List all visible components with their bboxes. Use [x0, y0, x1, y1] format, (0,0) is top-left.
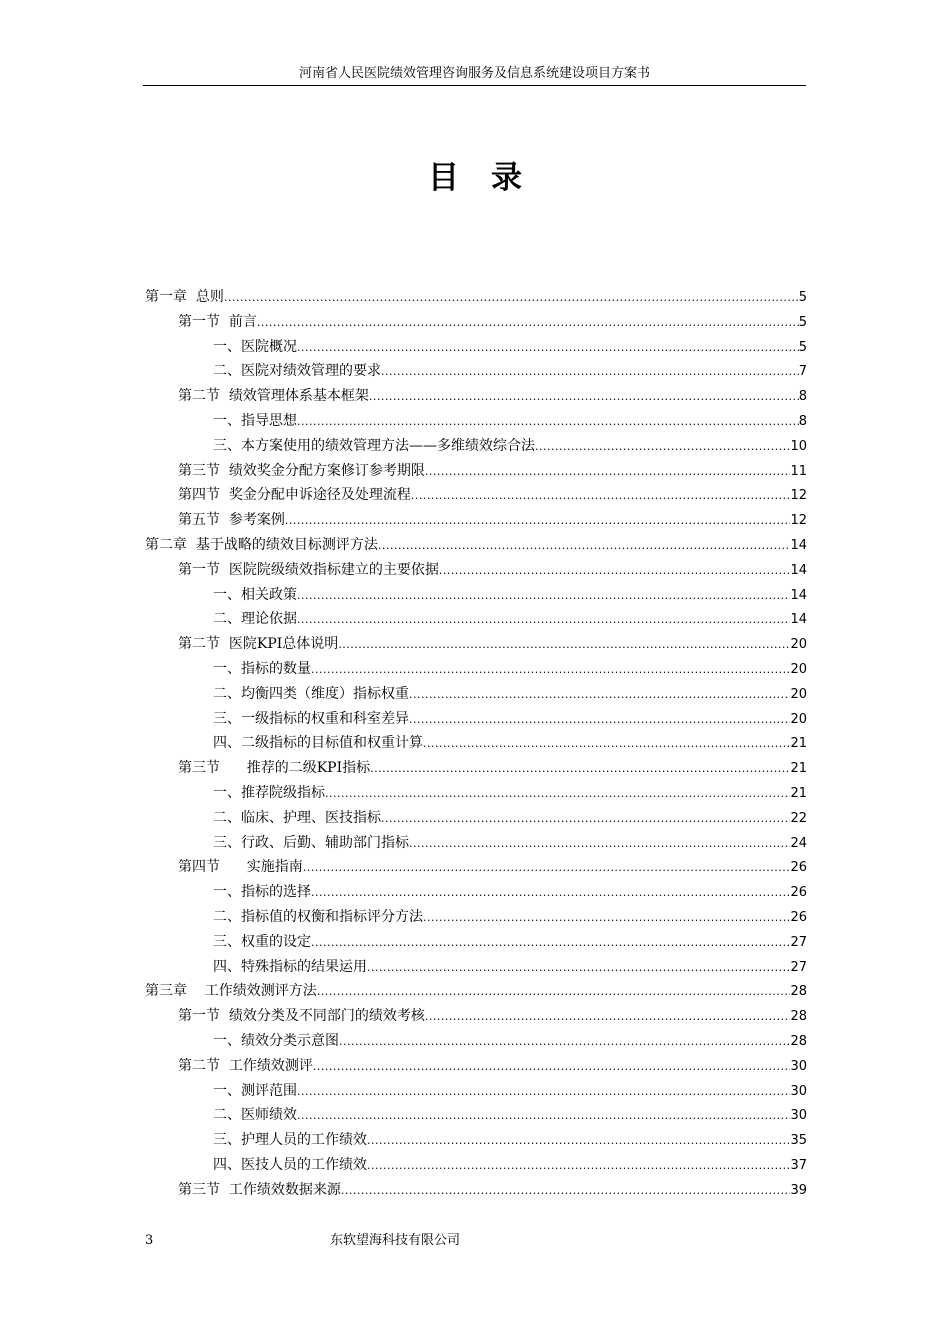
toc-entry-page-number: 30 [790, 1058, 807, 1074]
toc-dot-leader [378, 534, 791, 558]
toc-entry-label: 一、绩效分类示意图 [213, 1032, 339, 1049]
toc-dot-leader [311, 658, 790, 682]
toc-entry-page-number: 10 [790, 438, 807, 454]
toc-entry-page-number: 14 [790, 562, 807, 578]
toc-entry-label: 四、医技人员的工作绩效 [213, 1156, 367, 1173]
toc-entry-label: 第二节 工作绩效测评 [178, 1057, 313, 1074]
toc-dot-leader [409, 683, 790, 707]
toc-entry-page-number: 11 [790, 463, 807, 479]
toc-entry-page-number: 5 [798, 290, 807, 305]
toc-entry-page-number: 8 [798, 389, 807, 405]
toc-entry-page-number: 21 [790, 736, 807, 752]
footer-page-number: 3 [145, 1233, 154, 1248]
toc-entry[interactable] [145, 1153, 807, 1178]
toc-dot-leader [439, 559, 791, 583]
toc-entry[interactable] [145, 707, 807, 732]
toc-entry-page-number: 20 [790, 711, 807, 727]
toc-entry[interactable] [145, 359, 807, 384]
toc-dot-leader [339, 1030, 790, 1054]
toc-entry-label: 第二章 基于战略的绩效目标测评方法 [145, 536, 378, 553]
toc-entry[interactable] [145, 955, 807, 980]
toc-entry[interactable] [145, 459, 807, 484]
toc-entry-label: 三、权重的设定 [213, 933, 311, 950]
toc-entry-label: 二、理论依据 [213, 611, 297, 628]
toc-entry-label: 第五节 参考案例 [178, 512, 285, 529]
toc-dot-leader [338, 633, 790, 657]
toc-entry-label: 一、指标的数量 [213, 660, 311, 677]
toc-entry[interactable] [145, 483, 807, 508]
toc-dot-leader [257, 311, 799, 335]
toc-entry[interactable] [145, 533, 807, 558]
toc-entry[interactable] [145, 558, 807, 583]
toc-dot-leader [297, 584, 790, 608]
toc-entry-page-number: 12 [790, 513, 807, 529]
toc-entry-page-number: 14 [790, 587, 807, 603]
toc-dot-leader [535, 435, 790, 459]
toc-entry[interactable] [145, 756, 807, 781]
toc-entry-page-number: 22 [790, 810, 807, 826]
toc-dot-leader [317, 980, 791, 1004]
toc-entry[interactable] [145, 1079, 807, 1104]
toc-entry[interactable] [145, 682, 807, 707]
toc-entry-label: 二、临床、护理、医技指标 [213, 809, 381, 826]
toc-entry-page-number: 27 [790, 934, 807, 950]
toc-entry[interactable] [145, 731, 807, 756]
toc-entry[interactable] [145, 1103, 807, 1128]
toc-entry[interactable] [145, 434, 807, 459]
toc-entry-label: 一、指标的选择 [213, 884, 311, 901]
toc-entry-label: 第一章 总则 [145, 289, 224, 305]
toc-entry-label: 一、医院概况 [213, 338, 297, 355]
toc-entry-label: 第一节 绩效分类及不同部门的绩效考核 [178, 1008, 425, 1025]
toc-dot-leader [381, 807, 790, 831]
toc-entry-page-number: 21 [790, 761, 807, 777]
toc-dot-leader [367, 1154, 790, 1178]
toc-dot-leader [313, 1055, 791, 1079]
toc-entry-label: 第三章 工作绩效测评方法 [145, 983, 317, 1000]
toc-dot-leader [297, 1080, 790, 1104]
toc-entry[interactable] [145, 583, 807, 608]
toc-entry[interactable] [145, 781, 807, 806]
toc-entry-label: 二、医师绩效 [213, 1107, 297, 1124]
toc-entry-page-number: 26 [790, 885, 807, 901]
page-footer [145, 1232, 807, 1252]
toc-entry-label: 第三节 工作绩效数据来源 [178, 1181, 341, 1198]
toc-dot-leader [370, 757, 790, 781]
toc-entry-page-number: 20 [790, 637, 807, 653]
toc-entry[interactable] [145, 806, 807, 831]
toc-entry[interactable] [145, 1054, 807, 1079]
page-header [143, 66, 806, 86]
toc-entry[interactable] [145, 905, 807, 930]
toc-dot-leader [381, 360, 799, 384]
toc-entry[interactable] [145, 831, 807, 856]
toc-dot-leader [423, 906, 790, 930]
toc-entry-page-number: 26 [790, 909, 807, 925]
toc-entry[interactable] [145, 1029, 807, 1054]
toc-dot-leader [369, 385, 799, 409]
toc-entry[interactable] [145, 508, 807, 533]
toc-dot-leader [409, 708, 790, 732]
toc-entry[interactable] [145, 880, 807, 905]
toc-entry-page-number: 35 [790, 1133, 807, 1149]
document-title: 河南省人民医院绩效管理咨询服务及信息系统建设项目方案书 [298, 66, 650, 81]
toc-dot-leader [224, 286, 799, 310]
toc-entry[interactable] [145, 285, 807, 310]
toc-entry[interactable] [145, 607, 807, 632]
toc-entry-page-number: 20 [790, 661, 807, 677]
toc-dot-leader [297, 336, 799, 360]
toc-entry-label: 一、推荐院级指标 [213, 784, 325, 801]
toc-entry-label: 二、医院对绩效管理的要求 [213, 363, 381, 380]
toc-entry-label: 三、护理人员的工作绩效 [213, 1132, 367, 1149]
toc-entry-label: 三、行政、后勤、辅助部门指标 [213, 834, 409, 851]
toc-entry-page-number: 7 [798, 364, 807, 380]
toc-entry[interactable] [145, 979, 807, 1004]
toc-entry-page-number: 21 [790, 785, 807, 801]
toc-entry[interactable] [145, 855, 807, 880]
toc-entry-page-number: 39 [790, 1182, 807, 1198]
toc-entry-page-number: 14 [790, 537, 807, 553]
toc-dot-leader [423, 732, 790, 756]
toc-dot-leader [341, 1179, 791, 1203]
toc-entry-label: 四、二级指标的目标值和权重计算 [213, 735, 423, 752]
toc-entry-label: 四、特殊指标的结果运用 [213, 958, 367, 975]
toc-entry-label: 第二节 医院KPI总体说明 [178, 636, 339, 653]
toc-entry-label: 第二节 绩效管理体系基本框架 [178, 388, 369, 405]
toc-entry[interactable] [145, 384, 807, 409]
toc-entry-page-number: 28 [790, 1009, 807, 1025]
toc-dot-leader [311, 881, 790, 905]
toc-entry[interactable] [145, 657, 807, 682]
toc-dot-leader [411, 484, 791, 508]
toc-dot-leader [367, 1129, 790, 1153]
toc-entry-label: 三、本方案使用的绩效管理方法——多维绩效综合法 [213, 437, 535, 454]
toc-entry-page-number: 14 [790, 612, 807, 628]
toc-entry-page-number: 20 [790, 686, 807, 702]
toc-entry-label: 第一节 前言 [178, 313, 257, 330]
toc-entry-page-number: 8 [798, 413, 807, 429]
toc-entry-page-number: 24 [790, 835, 807, 851]
toc-title: 目录 [428, 160, 554, 196]
toc-dot-leader [297, 1104, 790, 1128]
toc-dot-leader [303, 856, 791, 880]
toc-entry-label: 二、均衡四类（维度）指标权重 [213, 685, 409, 702]
toc-dot-leader [285, 509, 791, 533]
toc-dot-leader [325, 782, 790, 806]
toc-entry[interactable] [145, 930, 807, 955]
toc-entry-label: 三、一级指标的权重和科室差异 [213, 710, 409, 727]
toc-entry-label: 第四节 奖金分配申诉途径及处理流程 [178, 487, 411, 504]
toc-entry-page-number: 27 [790, 959, 807, 975]
toc-entry-label: 一、指导思想 [213, 412, 297, 429]
toc-dot-leader [425, 460, 791, 484]
toc-entry-label: 第四节 实施指南 [178, 859, 303, 876]
toc-entry-label: 第三节 推荐的二级KPI指标 [178, 760, 371, 777]
toc-entry-page-number: 30 [790, 1108, 807, 1124]
toc-dot-leader [425, 1005, 791, 1029]
toc-entry-page-number: 37 [790, 1157, 807, 1173]
footer-company-name: 东软望海科技有限公司 [330, 1233, 461, 1248]
toc-entry-page-number: 12 [790, 488, 807, 504]
toc-entry[interactable] [145, 1004, 807, 1029]
toc-entry-page-number: 30 [790, 1083, 807, 1099]
toc-entry-page-number: 5 [798, 314, 807, 330]
toc-entry[interactable] [145, 632, 807, 657]
toc-entry[interactable] [145, 1128, 807, 1153]
toc-entry[interactable] [145, 1178, 807, 1203]
table-of-contents [145, 285, 807, 1202]
toc-dot-leader [297, 410, 799, 434]
toc-entry-label: 第一节 医院院级绩效指标建立的主要依据 [178, 561, 439, 578]
toc-entry[interactable] [145, 310, 807, 335]
toc-entry-label: 一、相关政策 [213, 586, 297, 603]
toc-entry-label: 第三节 绩效奖金分配方案修订参考期限 [178, 462, 425, 479]
toc-entry-page-number: 28 [790, 1033, 807, 1049]
toc-entry-label: 一、测评范围 [213, 1082, 297, 1099]
toc-entry-page-number: 5 [798, 339, 807, 355]
toc-dot-leader [409, 832, 790, 856]
toc-dot-leader [311, 931, 790, 955]
toc-entry[interactable] [145, 335, 807, 360]
toc-entry[interactable] [145, 409, 807, 434]
toc-dot-leader [297, 608, 790, 632]
toc-entry-page-number: 28 [790, 984, 807, 1000]
toc-entry-label: 二、指标值的权衡和指标评分方法 [213, 908, 423, 925]
toc-entry-page-number: 26 [790, 860, 807, 876]
toc-dot-leader [367, 956, 790, 980]
